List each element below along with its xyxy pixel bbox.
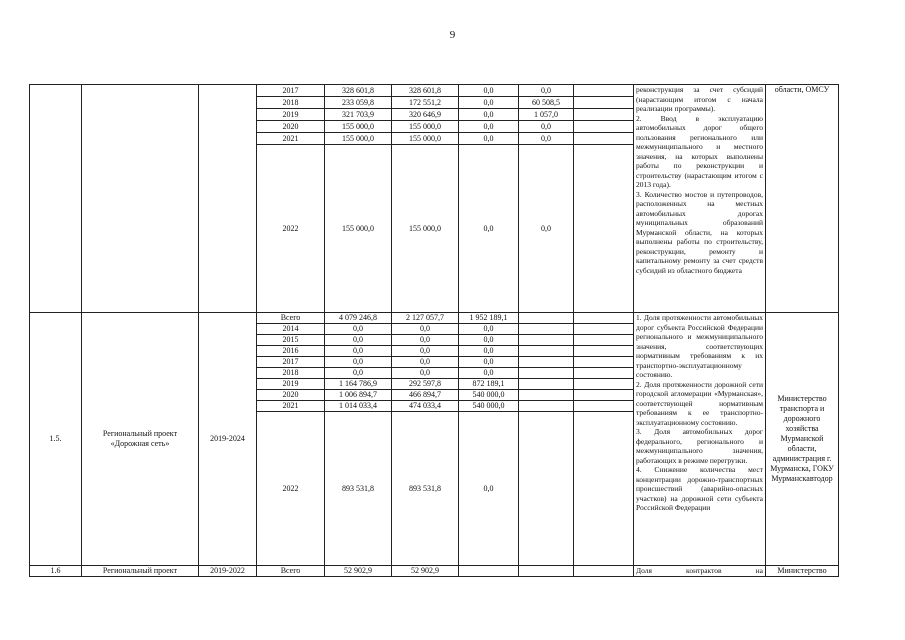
value-3: 0,0: [459, 346, 519, 357]
value-4: [519, 357, 574, 368]
indicator-text: 3. Количество мостов и путепроводов, расположенных на местных автомобильных дорогах муниципальных образований Мурманской области, на которых выполнены работы по строительству, реконструкции, ремонту и капитальному ремонту за счет средств субсидий из областного бюджета: [636, 189, 763, 275]
empty-cell: [574, 390, 634, 401]
value-4: 0,0: [519, 85, 574, 97]
value-2: 155 000,0: [392, 121, 459, 133]
year-cell: 2017: [257, 357, 325, 368]
value-2: 155 000,0: [392, 133, 459, 145]
total-value: 155 000,0: [325, 121, 392, 133]
number-cell: 1.6: [30, 566, 82, 577]
program-table: [29, 84, 839, 577]
value-4: [519, 313, 574, 324]
value-4: 1 057,0: [519, 109, 574, 121]
total-value: 0,0: [325, 357, 392, 368]
year-cell: 2020: [257, 390, 325, 401]
value-3: 0,0: [459, 412, 519, 566]
value-4: 60 508,5: [519, 97, 574, 109]
empty-cell: [574, 313, 634, 324]
value-3: 0,0: [459, 97, 519, 109]
value-2: 0,0: [392, 335, 459, 346]
value-4: [519, 346, 574, 357]
value-3: 0,0: [459, 368, 519, 379]
empty-cell: [574, 145, 634, 313]
year-cell: 2019: [257, 379, 325, 390]
table-row: [30, 566, 839, 577]
empty-cell: [574, 324, 634, 335]
value-2: 328 601,8: [392, 85, 459, 97]
value-2: 155 000,0: [392, 145, 459, 313]
empty-cell: [459, 566, 519, 577]
empty-cell: [574, 357, 634, 368]
empty-cell: [574, 109, 634, 121]
number-cell: 1.5.: [30, 313, 82, 566]
indicator-text: 2. Доля протяженности дорожной сети городской агломерации «Мурманская», соответствующей нормативным требованиям к ее транспортно-эксплуатационному состоянию.: [636, 379, 763, 427]
period-cell: 2019-2022: [199, 566, 257, 577]
value-2: 0,0: [392, 324, 459, 335]
total-value: 155 000,0: [325, 133, 392, 145]
value-4: [519, 368, 574, 379]
value-2: 52 902,9: [392, 566, 459, 577]
empty-cell: [574, 121, 634, 133]
indicator-text: 3. Доля автомобильных дорог федерального, регионального и межмуниципального значения, работающих в режиме перегрузки.: [636, 427, 763, 465]
year-cell: Всего: [257, 566, 325, 577]
value-4: [519, 379, 574, 390]
year-cell: 2017: [257, 85, 325, 97]
value-4: 0,0: [519, 145, 574, 313]
empty-cell: [574, 97, 634, 109]
indicators-cell: [634, 313, 766, 566]
value-4: 0,0: [519, 121, 574, 133]
total-value: 1 014 033,4: [325, 401, 392, 412]
total-value: 0,0: [325, 335, 392, 346]
empty-cell: [574, 379, 634, 390]
empty-cell: [574, 566, 634, 577]
indicators-cell: Доля контрактов на: [634, 566, 766, 577]
value-3: 0,0: [459, 121, 519, 133]
value-2: 893 531,8: [392, 412, 459, 566]
empty-cell: [574, 133, 634, 145]
year-cell: 2018: [257, 368, 325, 379]
total-value: 0,0: [325, 324, 392, 335]
value-4: [519, 401, 574, 412]
value-3: 540 000,0: [459, 390, 519, 401]
value-4: [519, 412, 574, 566]
total-value: 4 079 246,8: [325, 313, 392, 324]
value-4: [519, 335, 574, 346]
empty-cell: [574, 368, 634, 379]
value-2: 0,0: [392, 346, 459, 357]
total-value: 328 601,8: [325, 85, 392, 97]
total-value: 155 000,0: [325, 145, 392, 313]
year-cell: 2016: [257, 346, 325, 357]
total-value: 1 164 786,9: [325, 379, 392, 390]
value-2: 474 033,4: [392, 401, 459, 412]
value-2: 292 597,8: [392, 379, 459, 390]
value-2: 2 127 057,7: [392, 313, 459, 324]
empty-cell: [574, 335, 634, 346]
year-cell: Всего: [257, 313, 325, 324]
total-value: 893 531,8: [325, 412, 392, 566]
name-cell: [82, 85, 199, 313]
value-2: 172 551,2: [392, 97, 459, 109]
page-number: 9: [449, 29, 456, 41]
value-2: 466 894,7: [392, 390, 459, 401]
year-cell: 2021: [257, 133, 325, 145]
value-2: 320 646,9: [392, 109, 459, 121]
value-4: [519, 390, 574, 401]
year-cell: 2015: [257, 335, 325, 346]
empty-cell: [574, 401, 634, 412]
indicator-text: 1. Доля протяженности автомобильных дорог субъекта Российской Федерации регионального и межмуниципального значения, соответствующих нормативным требованиям к их транспортно-эксплуатационному состоянию.: [636, 313, 763, 379]
indicator-text: реконструкция за счет субсидий (нарастающим итогом с начала реализации программы).: [636, 85, 763, 113]
year-cell: 2022: [257, 412, 325, 566]
value-3: 0,0: [459, 357, 519, 368]
year-cell: 2020: [257, 121, 325, 133]
indicator-text: 2. Ввод в эксплуатацию автомобильных дорог общего пользования регионального или межмуниципального и местного значения, на которых выполнены работы по реконструкции и строительству (нарастающим итогом с 2013 года).: [636, 113, 763, 189]
empty-cell: [574, 85, 634, 97]
value-4: [519, 324, 574, 335]
total-value: 233 059,8: [325, 97, 392, 109]
value-3: 0,0: [459, 324, 519, 335]
name-cell: Региональный проект «Дорожная сеть»: [82, 313, 199, 566]
total-value: 0,0: [325, 368, 392, 379]
executor-cell: области, ОМСУ: [766, 85, 839, 313]
table-row: [30, 85, 839, 97]
empty-cell: [519, 566, 574, 577]
empty-cell: [574, 412, 634, 566]
value-3: 1 952 189,1: [459, 313, 519, 324]
number-cell: [30, 85, 82, 313]
value-2: 0,0: [392, 368, 459, 379]
executor-cell: Министерство транспорта и дорожного хозяйства Мурманской области, администрация г. Мурманска, ГОКУ Мурманскавтодор: [766, 313, 839, 566]
value-3: 0,0: [459, 85, 519, 97]
year-cell: 2018: [257, 97, 325, 109]
empty-cell: [574, 346, 634, 357]
value-3: 540 000,0: [459, 401, 519, 412]
year-cell: 2019: [257, 109, 325, 121]
name-cell: Региональный проект: [82, 566, 199, 577]
value-3: 0,0: [459, 109, 519, 121]
total-value: 321 703,9: [325, 109, 392, 121]
table-row: [30, 313, 839, 324]
indicator-text: 4. Снижение количества мест концентрации дорожно-транспортных происшествий (аварийно-опасных участков) на дорожной сети субъекта Российской Федерации: [636, 465, 763, 512]
total-value: 52 902,9: [325, 566, 392, 577]
value-3: 872 189,1: [459, 379, 519, 390]
period-cell: 2019-2024: [199, 313, 257, 566]
total-value: 1 006 894,7: [325, 390, 392, 401]
value-3: 0,0: [459, 133, 519, 145]
value-4: 0,0: [519, 133, 574, 145]
year-cell: 2014: [257, 324, 325, 335]
value-3: 0,0: [459, 335, 519, 346]
indicators-cell: [634, 85, 766, 313]
period-cell: [199, 85, 257, 313]
value-3: 0,0: [459, 145, 519, 313]
value-2: 0,0: [392, 357, 459, 368]
year-cell: 2021: [257, 401, 325, 412]
year-cell: 2022: [257, 145, 325, 313]
executor-cell: Министерство: [766, 566, 839, 577]
total-value: 0,0: [325, 346, 392, 357]
